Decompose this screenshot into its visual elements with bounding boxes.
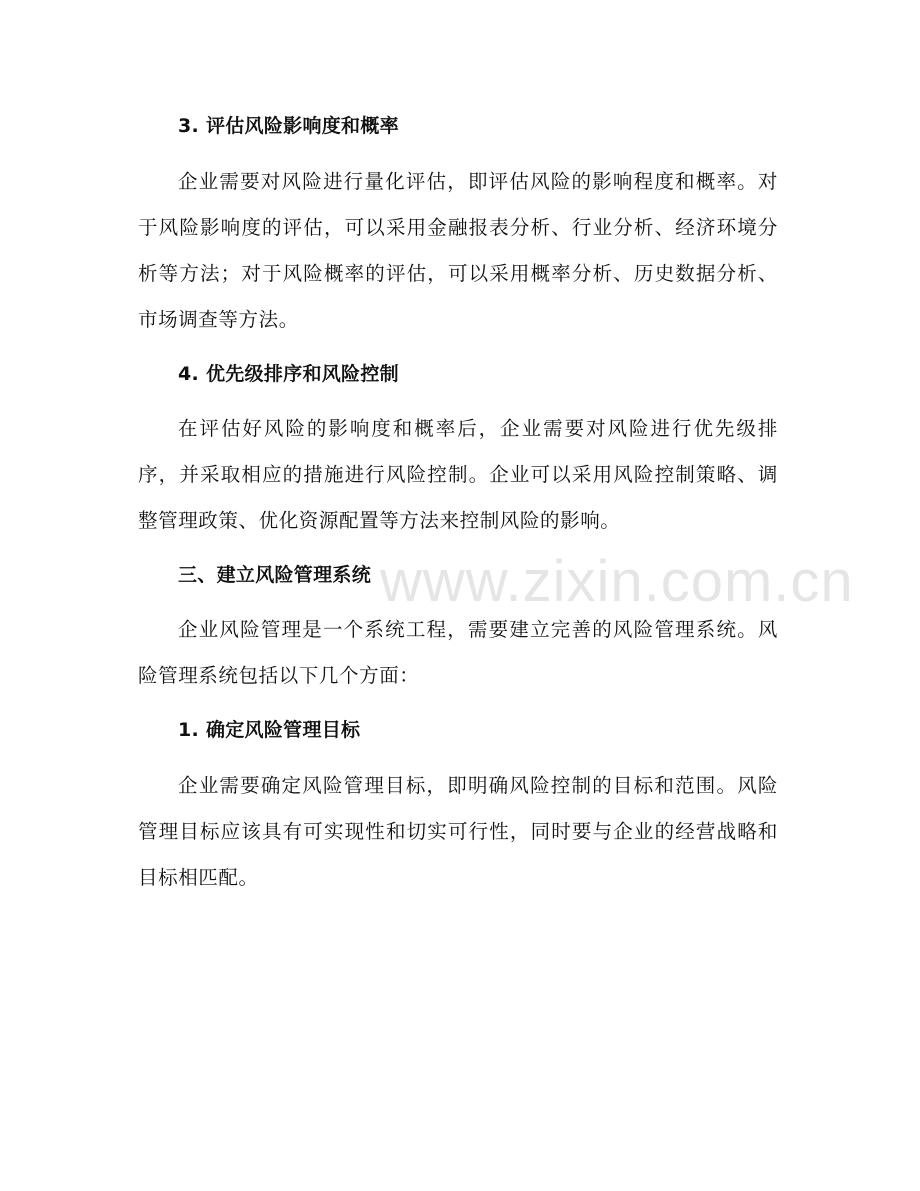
watermark: www.zixin.com.cn — [380, 549, 854, 614]
paragraph-priority-ranking: 在评估好风险的影响度和概率后，企业需要对风险进行优先级排序，并采取相应的措施进行风险控制。企业可以采用风险控制策略、调整管理政策、优化资源配置等方法来控制风险的影响。 — [138, 417, 778, 532]
paragraph-risk-system-intro: 企业风险管理是一个系统工程，需要建立完善的风险管理系统。风险管理系统包括以下几个方面： — [138, 618, 778, 687]
heading-risk-impact-probability: 3. 评估风险影响度和概率 — [178, 115, 399, 137]
heading-risk-goals: 1. 确定风险管理目标 — [178, 719, 361, 741]
paragraph-risk-goals: 企业需要确定风险管理目标，即明确风险控制的目标和范围。风险管理目标应该具有可实现性和切实可行性，同时要与企业的经营战略和目标相匹配。 — [138, 774, 778, 889]
heading-priority-risk-control: 4. 优先级排序和风险控制 — [178, 363, 399, 385]
heading-build-risk-system: 三、建立风险管理系统 — [178, 564, 372, 586]
paragraph-risk-quantification: 企业需要对风险进行量化评估，即评估风险的影响程度和概率。对于风险影响度的评估，可以采用金融报表分析、行业分析、经济环境分析等方法；对于风险概率的评估，可以采用概率分析、历史数据分析、市场调查等方法。 — [138, 170, 778, 331]
